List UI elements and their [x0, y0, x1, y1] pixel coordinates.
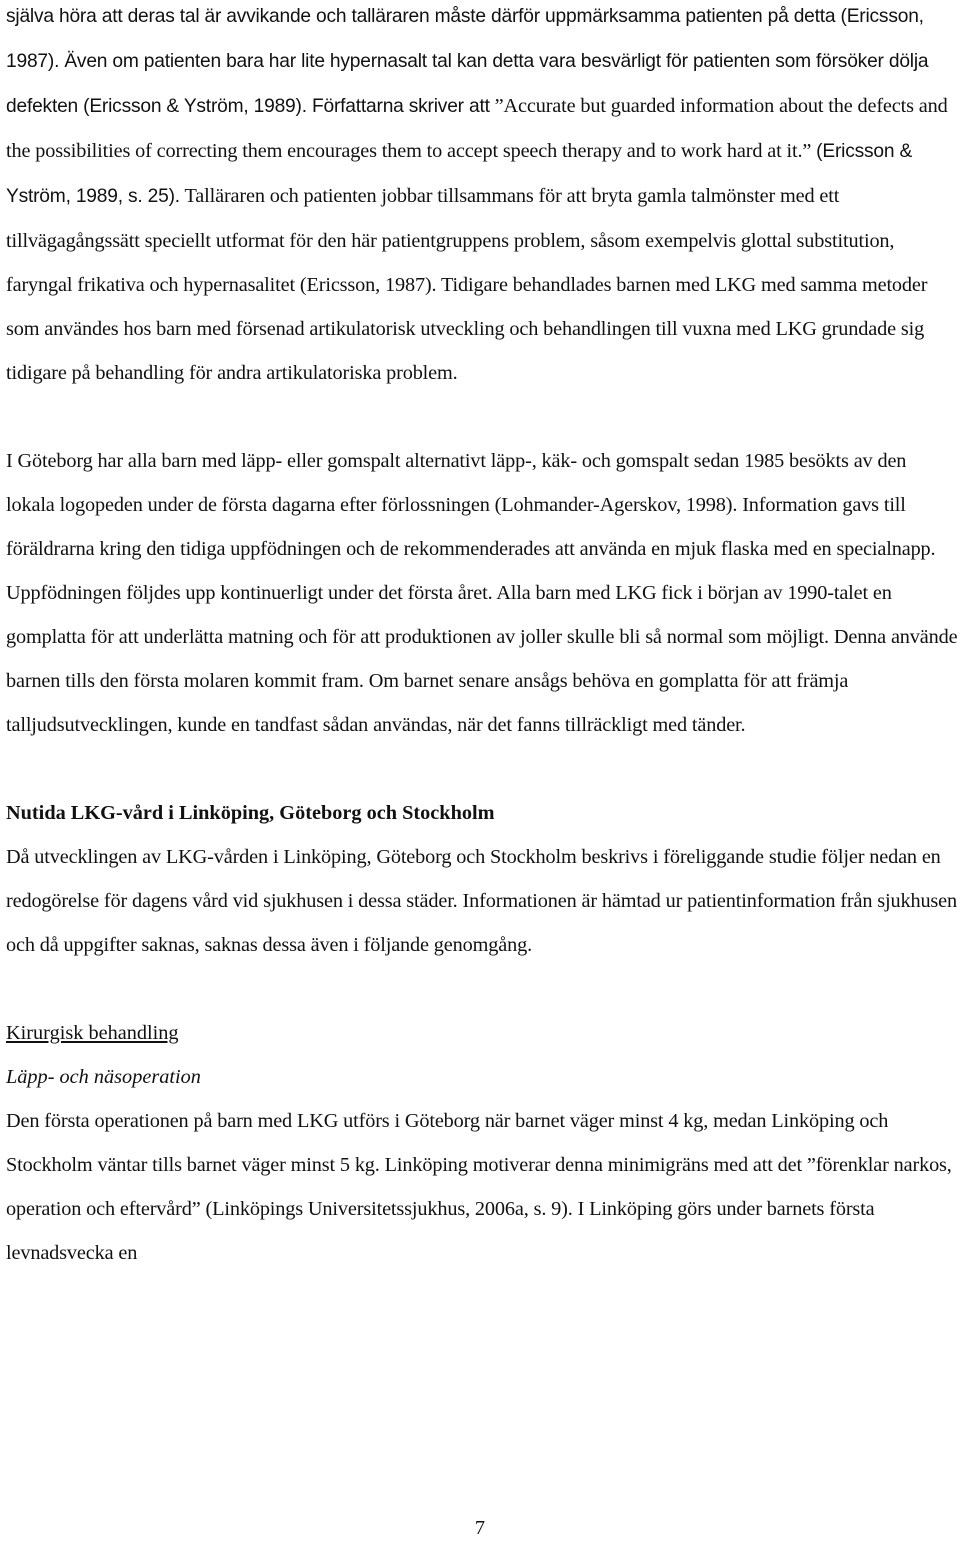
- paragraph-speech-therapy: [6, 0, 958, 395]
- paragraph-surgery: Den första operationen på barn med LKG utförs i Göteborg när barnet väger minst 4 kg, medan Linköping och Stockholm väntar tills barnet väger minst 5 kg. Linköping motiverar denna minimigräns med att det ”förenklar narkos, operation och eftervård” (Linköpings Universitetssjukhus, 2006a, s. 9). I Linköping görs under barnets första levnadsvecka en: [6, 1110, 952, 1264]
- paragraph-goteborg: I Göteborg har alla barn med läpp- eller gomspalt alternativt läpp-, käk- och gomspalt sedan 1985 besökts av den lokala logopeden under de första dagarna efter förlossningen (Lohmander-Agerskov, 1998). Information gavs till föräldrarna kring den tidiga uppfödningen och de rekommenderades att använda en mjuk flaska med en specialnapp. Uppfödningen följdes upp kontinuerligt under det första året. Alla barn med LKG fick i början av 1990-talet en gomplatta för att underlätta matning och för att produktionen av joller skulle bli så normal som möjligt. Denna använde barnen tills den första molaren kommit fram. Om barnet senare ansågs behöva en gomplatta för att främja talljudsutvecklingen, kunde en tandfast sådan användas, när det fanns tillräckligt med tänder.: [6, 450, 958, 736]
- page-number: 7: [474, 1517, 486, 1539]
- document-page: [6, 0, 958, 1275]
- paragraph-speech-therapy-part-a: själva höra att deras tal är avvikande och talläraren måste därför uppmärksamma patienten på detta (Ericsson, 1987). Även om patienten bara har lite hypernasalt tal kan detta vara besvärligt för patienten som försöker dölja defekten (Ericsson & Yström, 1989). Författarna skriver att: [6, 6, 929, 117]
- quote-english: ”Accurate but guarded information about the defects and the possibilities of correcting them encourages them to accept speech therapy and to work hard at it.”: [6, 95, 948, 162]
- subsubsection-heading: Läpp- och näsoperation: [6, 1066, 201, 1088]
- subsection-heading: Kirurgisk behandling: [6, 1022, 179, 1044]
- paragraph-gap: [6, 395, 958, 439]
- paragraph-gap: [6, 967, 958, 1011]
- section-heading: Nutida LKG-vård i Linköping, Göteborg och Stockholm: [6, 802, 495, 824]
- paragraph-gap: [6, 747, 958, 791]
- quote-citation: (Ericsson & Yström, 1989, s. 25).: [6, 141, 913, 207]
- paragraph-speech-therapy-part-d: Talläraren och patienten jobbar tillsammans för att bryta gamla talmönster med ett tillvägagångssätt speciellt utformat för den här patientgruppens problem, såsom exempelvis glottal substitution, faryngal frikativa och hypernasalitet (Ericsson, 1987). Tidigare behandlades barnen med LKG med samma metoder som användes hos barn med försenad artikulatorisk utveckling och behandlingen till vuxna med LKG grundade sig tidigare på behandling för andra artikulatoriska problem.: [6, 185, 928, 384]
- paragraph-intro: Då utvecklingen av LKG-vården i Linköping, Göteborg och Stockholm beskrivs i föreliggande studie följer nedan en redogörelse för dagens vård vid sjukhusen i dessa städer. Informationen är hämtad ur patientinformation från sjukhusen och då uppgifter saknas, saknas dessa även i följande genomgång.: [6, 846, 958, 956]
